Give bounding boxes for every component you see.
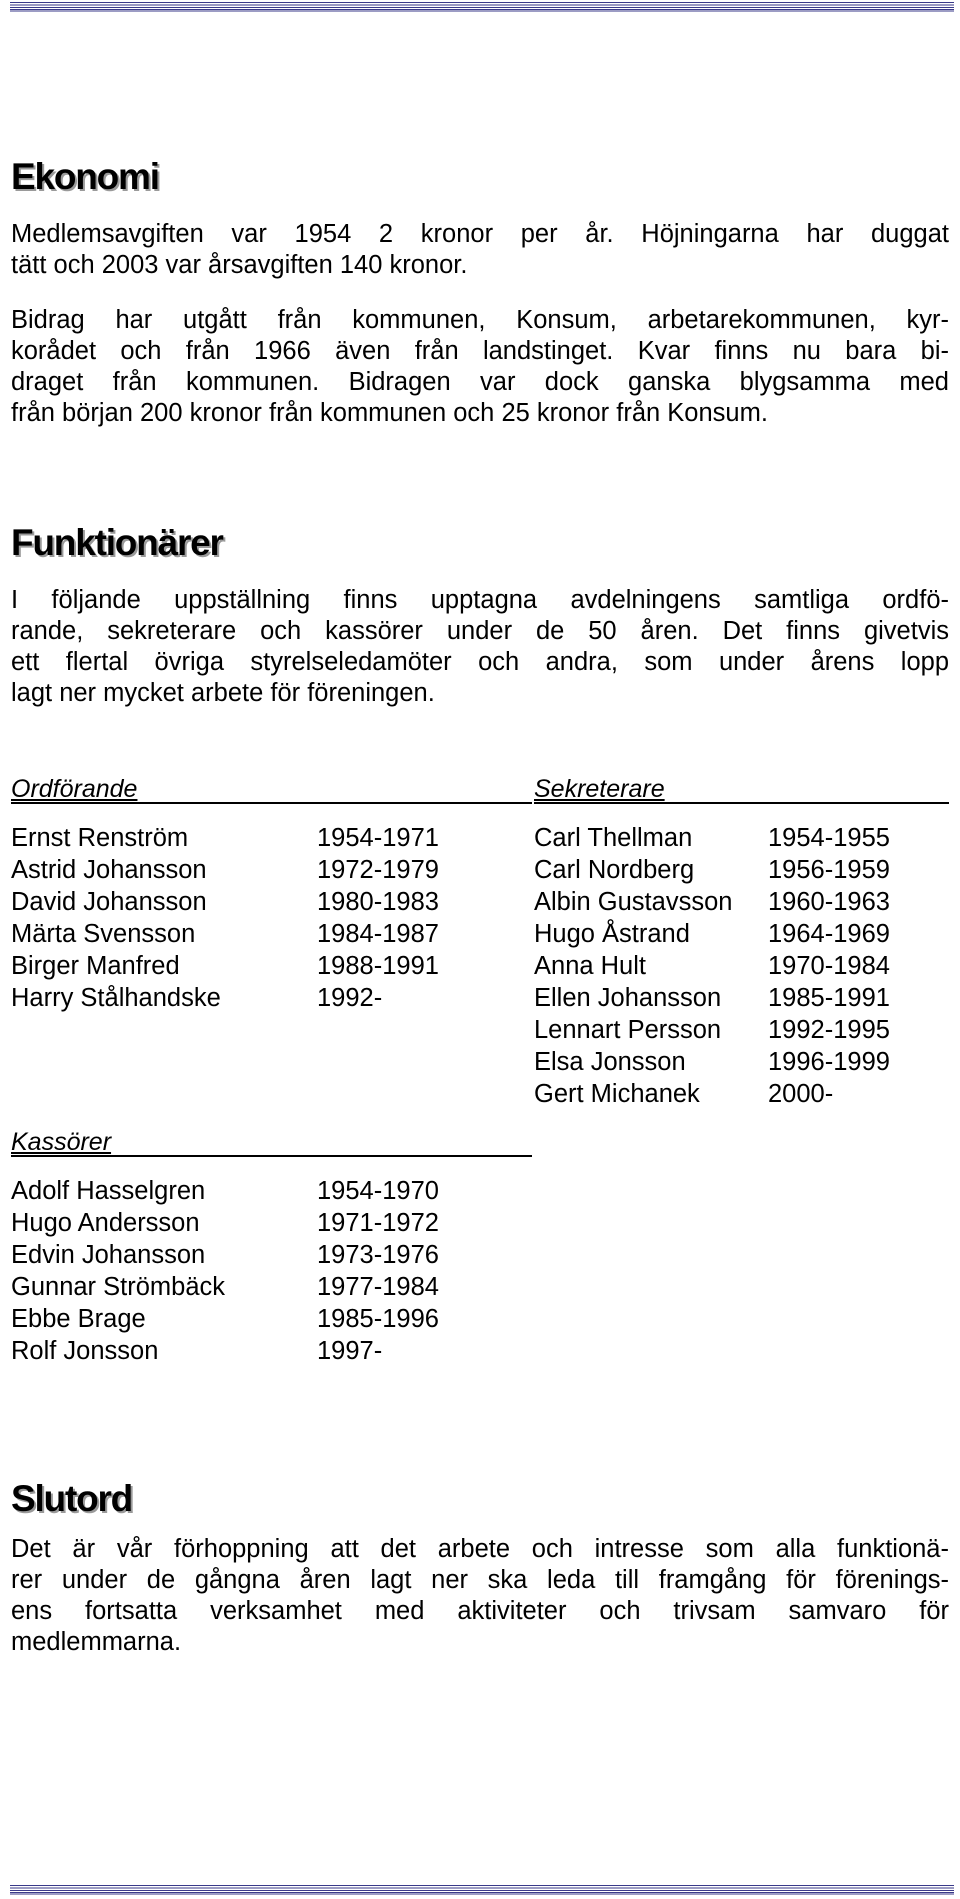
person-name: Astrid Johansson bbox=[11, 856, 207, 884]
table-row bbox=[11, 1239, 439, 1271]
table-row bbox=[534, 1014, 890, 1046]
table-row bbox=[11, 950, 439, 982]
kassorer-underline bbox=[11, 1155, 532, 1157]
table-row bbox=[11, 1303, 439, 1335]
person-name: Edvin Johansson bbox=[11, 1241, 206, 1269]
table-row bbox=[11, 886, 439, 918]
table-row bbox=[11, 1335, 439, 1367]
kassorer-heading: Kassörer bbox=[11, 1128, 112, 1156]
term-years: 1988-1991 bbox=[317, 952, 439, 980]
term-years: 1996-1999 bbox=[768, 1048, 890, 1076]
text-line: medlemmarna. bbox=[11, 1628, 182, 1656]
bottom-border-rule bbox=[10, 1885, 954, 1895]
ordforande-underline bbox=[11, 802, 532, 804]
person-name: Albin Gustavsson bbox=[534, 888, 733, 916]
text-line: rande, sekreterare och kassörer under de 50 åren. Det finns givetvis bbox=[11, 617, 949, 645]
text-line: I följande uppställning finns upptagna avdelningens samtliga ordfö- bbox=[11, 586, 949, 614]
person-name: Carl Nordberg bbox=[534, 856, 695, 884]
person-name: Birger Manfred bbox=[11, 952, 180, 980]
table-row bbox=[11, 854, 439, 886]
ordforande-heading: Ordförande bbox=[11, 775, 138, 803]
person-name: David Johansson bbox=[11, 888, 207, 916]
table-row bbox=[534, 950, 890, 982]
table-row bbox=[534, 822, 890, 854]
table-row bbox=[534, 982, 890, 1014]
text-line: från början 200 kronor från kommunen och 25 kronor från Konsum. bbox=[11, 399, 768, 427]
person-name: Gert Michanek bbox=[534, 1080, 700, 1108]
table-row bbox=[11, 822, 439, 854]
table-row bbox=[11, 1175, 439, 1207]
term-years: 1985-1991 bbox=[768, 984, 890, 1012]
person-name: Hugo Andersson bbox=[11, 1209, 200, 1237]
term-years: 1970-1984 bbox=[768, 952, 890, 980]
table-row bbox=[11, 1207, 439, 1239]
text-line: rer under de gångna åren lagt ner ska leda till framgång för förenings- bbox=[11, 1566, 949, 1594]
term-years: 2000- bbox=[768, 1080, 834, 1108]
table-row bbox=[534, 854, 890, 886]
funktionarer-paragraph bbox=[11, 585, 949, 709]
person-name: Ebbe Brage bbox=[11, 1305, 146, 1333]
term-years: 1954-1971 bbox=[317, 824, 439, 852]
top-border-rule bbox=[10, 2, 954, 12]
term-years: 1992-1995 bbox=[768, 1016, 890, 1044]
table-row bbox=[11, 918, 439, 950]
table-row bbox=[11, 982, 439, 1014]
slutord-paragraph bbox=[11, 1534, 949, 1658]
person-name: Märta Svensson bbox=[11, 920, 196, 948]
term-years: 1997- bbox=[317, 1337, 383, 1365]
text-line: ens fortsatta verksamhet med aktiviteter och trivsam samvaro för bbox=[11, 1597, 949, 1625]
text-line: Medlemsavgiften var 1954 2 kronor per år. Höjningarna har duggat bbox=[11, 220, 949, 248]
term-years: 1956-1959 bbox=[768, 856, 890, 884]
table-row bbox=[534, 1046, 890, 1078]
table-row bbox=[534, 1078, 890, 1110]
term-years: 1980-1983 bbox=[317, 888, 439, 916]
sekreterare-heading: Sekreterare bbox=[534, 775, 665, 803]
text-line: Bidrag har utgått från kommunen, Konsum, arbetarekommunen, kyr- bbox=[11, 306, 949, 334]
term-years: 1984-1987 bbox=[317, 920, 439, 948]
heading-funktionarer: Funktionärer bbox=[11, 522, 223, 563]
ekonomi-paragraph-2 bbox=[11, 305, 949, 429]
sekreterare-table bbox=[534, 822, 890, 1110]
text-line: ett flertal övriga styrelseledamöter och andra, som under årens lopp bbox=[11, 648, 949, 676]
ekonomi-paragraph-1 bbox=[11, 219, 949, 281]
ordforande-table bbox=[11, 822, 439, 1014]
term-years: 1971-1972 bbox=[317, 1209, 439, 1237]
person-name: Adolf Hasselgren bbox=[11, 1177, 206, 1205]
person-name: Ellen Johansson bbox=[534, 984, 722, 1012]
person-name: Carl Thellman bbox=[534, 824, 693, 852]
person-name: Anna Hult bbox=[534, 952, 646, 980]
term-years: 1985-1996 bbox=[317, 1305, 439, 1333]
person-name: Rolf Jonsson bbox=[11, 1337, 159, 1365]
term-years: 1960-1963 bbox=[768, 888, 890, 916]
person-name: Lennart Persson bbox=[534, 1016, 722, 1044]
person-name: Gunnar Strömbäck bbox=[11, 1273, 226, 1301]
sekreterare-underline bbox=[534, 802, 949, 804]
kassorer-table bbox=[11, 1175, 439, 1367]
term-years: 1954-1955 bbox=[768, 824, 890, 852]
text-line: korådet och från 1966 även från landstinget. Kvar finns nu bara bi- bbox=[11, 337, 949, 365]
term-years: 1964-1969 bbox=[768, 920, 890, 948]
person-name: Harry Stålhandske bbox=[11, 984, 221, 1012]
text-line: Det är vår förhoppning att det arbete och intresse som alla funktionä- bbox=[11, 1535, 949, 1563]
person-name: Hugo Åstrand bbox=[534, 920, 690, 948]
term-years: 1992- bbox=[317, 984, 383, 1012]
term-years: 1977-1984 bbox=[317, 1273, 439, 1301]
person-name: Ernst Renström bbox=[11, 824, 189, 852]
term-years: 1972-1979 bbox=[317, 856, 439, 884]
table-row bbox=[11, 1271, 439, 1303]
table-row bbox=[534, 886, 890, 918]
term-years: 1973-1976 bbox=[317, 1241, 439, 1269]
table-row bbox=[534, 918, 890, 950]
heading-ekonomi: Ekonomi bbox=[11, 156, 159, 197]
heading-slutord: Slutord bbox=[11, 1478, 133, 1519]
person-name: Elsa Jonsson bbox=[534, 1048, 686, 1076]
text-line: tätt och 2003 var årsavgiften 140 kronor. bbox=[11, 251, 468, 279]
text-line: draget från kommunen. Bidragen var dock ganska blygsamma med bbox=[11, 368, 949, 396]
term-years: 1954-1970 bbox=[317, 1177, 439, 1205]
text-line: lagt ner mycket arbete för föreningen. bbox=[11, 679, 435, 707]
